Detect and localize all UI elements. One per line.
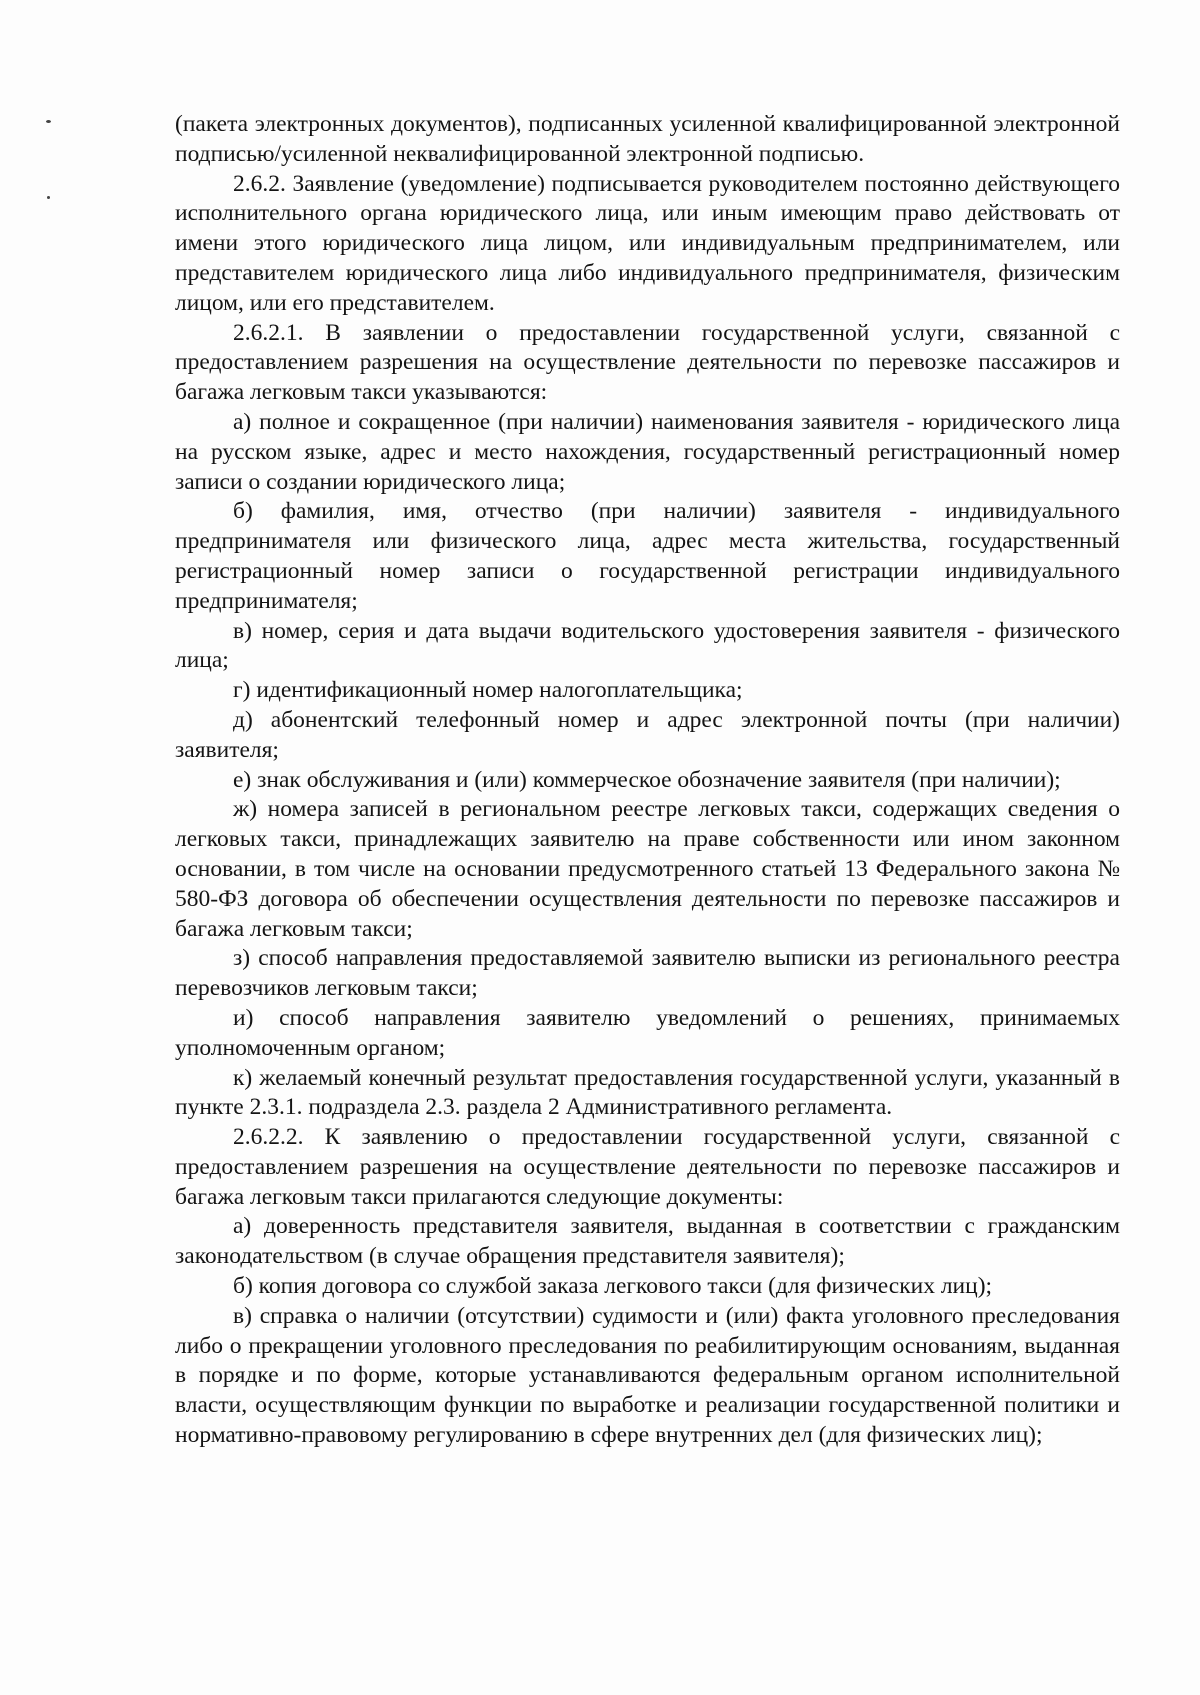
list-item: в) справка о наличии (отсутствии) судимости и (или) факта уголовного преследования либо о прекращении уголовного преследования по реабилитирующим основаниям, выданная в порядке и по форме, которые устанавливаются федеральным органом исполнительной власти, осуществляющим функции по выработке и реализации государственной политики и нормативно-правовому регулированию в сфере внутренних дел (для физических лиц); bbox=[175, 1302, 1120, 1449]
list-item: б) копия договора со службой заказа легкового такси (для физических лиц); bbox=[233, 1273, 993, 1300]
list-item: е) знак обслуживания и (или) коммерческое обозначение заявителя (при наличии); bbox=[233, 766, 1061, 793]
list-item: к) желаемый конечный результат предоставления государственной услуги, указанный в пункте 2.3.1. подраздела 2.3. раздела 2 Административного регламента. bbox=[175, 1064, 1120, 1121]
scan-speck bbox=[47, 196, 50, 199]
paragraph: 2.6.2.2. К заявлению о предоставлении государственной услуги, связанной с предоставлением разрешения на осуществление деятельности по перевозке пассажиров и багажа легковым такси прилагаются следующие документы: bbox=[175, 1124, 1120, 1210]
list-item: з) способ направления предоставляемой заявителю выписки из регионального реестра перевозчиков легковым такси; bbox=[175, 945, 1120, 1002]
paragraph: 2.6.2.1. В заявлении о предоставлении государственной услуги, связанной с предоставлением разрешения на осуществление деятельности по перевозке пассажиров и багажа легковым такси указываются: bbox=[175, 319, 1120, 406]
scan-speck bbox=[46, 120, 51, 123]
list-item: а) доверенность представителя заявителя, выданная в соответствии с гражданским законодательством (в случае обращения представителя заявителя); bbox=[175, 1213, 1120, 1270]
list-item: г) идентификационный номер налогоплательщика; bbox=[233, 677, 743, 704]
list-item: ж) номера записей в региональном реестре легковых такси, содержащих сведения о легковых такси, принадлежащих заявителю на праве собственности или ином законном основании, в том числе на основании предусмотренного статьей 13 Федерального закона № 580-ФЗ договора об обеспечении осуществления деятельности по перевозке пассажиров и багажа легковым такси; bbox=[175, 796, 1120, 942]
paragraph: (пакета электронных документов), подписанных усиленной квалифицированной электронной подписью/усиленной неквалифицированной электронной подписью. bbox=[175, 111, 1120, 167]
list-item: и) способ направления заявителю уведомлений о решениях, принимаемых уполномоченным органом; bbox=[175, 1004, 1120, 1061]
document-body bbox=[175, 110, 1120, 1451]
list-item: д) абонентский телефонный номер и адрес электронной почты (при наличии) заявителя; bbox=[175, 706, 1120, 763]
paragraph: 2.6.2. Заявление (уведомление) подписывается руководителем постоянно действующего исполнительного органа юридического лица, или иным имеющим право действовать от имени этого юридического лица лицом, или индивидуальным предпринимателем, или представителем юридического лица либо индивидуального предпринимателя, физическим лицом, или его представителем. bbox=[175, 170, 1120, 316]
list-item: в) номер, серия и дата выдачи водительского удостоверения заявителя - физического лица; bbox=[175, 617, 1120, 674]
list-item: а) полное и сокращенное (при наличии) наименования заявителя - юридического лица на русском языке, адрес и место нахождения, государственный регистрационный номер записи о создании юридического лица; bbox=[175, 408, 1120, 495]
list-item: б) фамилия, имя, отчество (при наличии) заявителя - индивидуального предпринимателя или физического лица, адрес места жительства, государственный регистрационный номер записи о государственной регистрации индивидуального предпринимателя; bbox=[175, 498, 1120, 614]
